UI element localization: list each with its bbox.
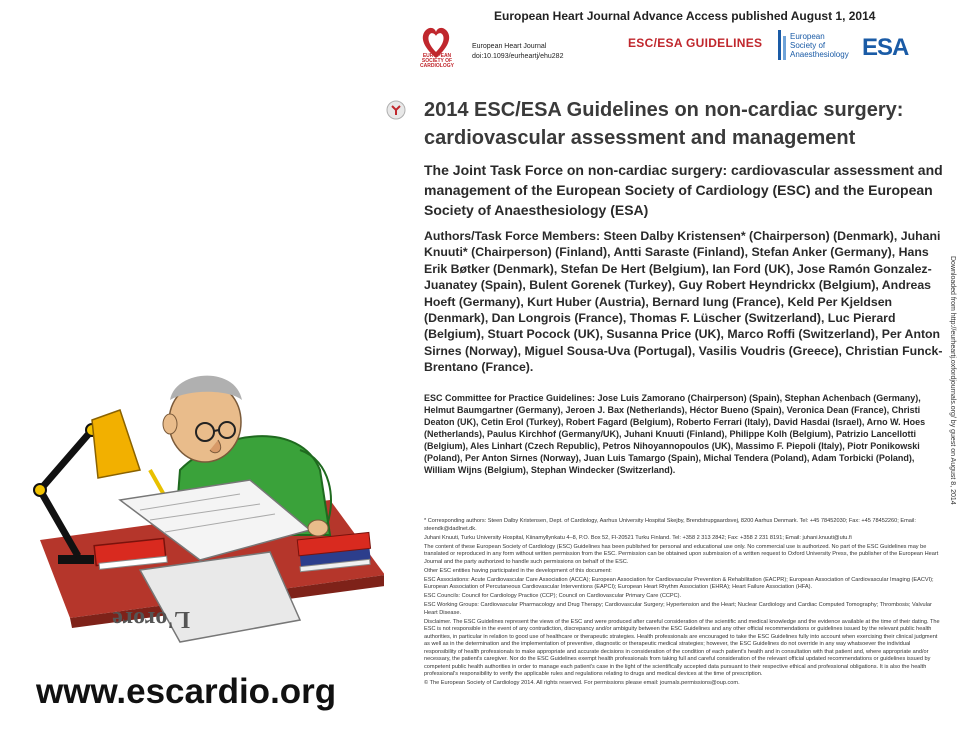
esa-name-line: European xyxy=(790,32,825,41)
journal-name: European Heart Journal xyxy=(472,43,547,50)
document-title xyxy=(424,96,944,152)
esa-name-line: Anaesthesiology xyxy=(790,50,849,59)
title-line: 2014 ESC/ESA Guidelines on non-cardiac surgery: xyxy=(424,99,904,121)
journal-info xyxy=(472,42,563,62)
guidelines-label: ESC/ESA GUIDELINES xyxy=(628,36,763,50)
footnote: ESC Councils: Council for Cardiology Practice (CCP); Council on Cardiovascular Primary Care (CCPC). xyxy=(424,593,682,599)
footnotes xyxy=(424,518,944,689)
footnote: Juhani Knuuti, Turku University Hospital, Kiinamyllynkatu 4–8, P.O. Box 52, FI-20521 Turku Finland. Tel: +358 2 313 2842; Fax: +358 2 231 8191; Email: juhani.knuuti@utu.fi xyxy=(424,534,852,541)
footnote: © The European Society of Cardiology 2014. All rights reserved. For permissions please email: journals.permissions@oup.com. xyxy=(424,680,740,686)
footnote: ESC Working Groups: Cardiovascular Pharmacology and Drug Therapy; Cardiovascular Surgery; Hypertension and the Heart; Nuclear Cardiology and Cardiac Computed Tomography; Thrombosis; Valvular Heart Disease. xyxy=(424,602,932,616)
crossmark-icon[interactable] xyxy=(386,100,406,120)
esa-name-line: Society of xyxy=(790,41,826,50)
esa-name xyxy=(790,32,849,59)
document-page xyxy=(384,0,960,730)
download-note-text: Downloaded from http://eurheartj.oxfordjournals.org/ by guest on August 8, 2014 xyxy=(949,256,956,505)
authors-list: Authors/Task Force Members: Steen Dalby Kristensen* (Chairperson) (Denmark), Juhani Knuuti* (Chairperson) (Finland), Antti Saraste (Finland), Stefan Anker (Germany), Hans Erik Bøtker (Denmark), Stefan De Hert (Belgium), Ian Ford (UK), Jose Ramón Gonzalez-Juanatey (Spain), Bulent Gorenek (Turkey), Guy Robert Heyndrickx (Belgium), Andreas Hoeft (Germany), Kurt Huber (Austria), Bernard Iung (France), Keld Per Kjeldsen (Denmark), Dan Longrois (France), Thomas F. Lüscher (Switzerland), Luc Pierard (Belgium), Stuart Pocock (UK), Susanna Price (UK), Marco Roffi (Switzerland), Per Anton Sirnes (Norway), Miguel Sousa-Uva (Portugal), Vasilis Voudris (Greece), Christian Funck-Brentano (France). xyxy=(424,229,943,375)
esc-logo-text: EUROPEAN SOCIETY OF CARDIOLOGY xyxy=(420,53,454,69)
website-url: www.escardio.org xyxy=(36,672,337,711)
doi[interactable]: doi:10.1093/eurheartj/ehu282 xyxy=(472,53,564,60)
document-subtitle: The Joint Task Force on non-cardiac surgery: cardiovascular assessment and management of the European Society of Cardiology (ESC) and the European Society of Anaesthesiology (ESA) xyxy=(424,162,943,218)
footnote: Other ESC entities having participated in the development of this document: xyxy=(424,567,612,574)
footnote: ESC Associations: Acute Cardiovascular Care Association (ACCA); European Association for Cardiovascular Prevention & Rehabilitation (EACPR); European Association of Cardiovascular Imaging (EACVI); European Association of Percutaneous Cardiovascular Interventions (EAPCI); European Heart Rhythm Association (EHRA); Heart Failure Association (HFA). xyxy=(424,576,934,590)
reading-man-illustration xyxy=(0,360,390,660)
footnote: The content of these European Society of Cardiology (ESC) Guidelines has been published for personal and educational use only. No commercial use is authorized. No part of the ESC Guidelines may be translated or reproduced in any form without written permission from the ESC. Permission can be obtained upon submission of a written request to Oxford University Press, the publisher of the European Heart Journal and the party authorized to handle such permissions on behalf of the ESC. xyxy=(424,543,939,565)
esa-abbrev: ESA xyxy=(862,34,909,61)
lamp-shade xyxy=(92,410,140,478)
footnote: * Corresponding authors: Steen Dalby Kristensen, Dept. of Cardiology, Aarhus University Hospital Skejby, Brendstrupgaardsvej, 8200 Aarhus Denmark. Tel: +45 78452030; Fax: +45 78452260; Email: steendk@dadlnet.dk. xyxy=(424,518,916,532)
esa-logo-icon xyxy=(778,30,788,60)
publication-line: European Heart Journal Advance Access published August 1, 2014 xyxy=(494,9,876,23)
download-note xyxy=(946,256,956,526)
newspaper-headline: L'orore xyxy=(112,606,190,632)
committee-list: ESC Committee for Practice Guidelines: Jose Luis Zamorano (Chairperson) (Spain), Stephan Achenbach (Germany), Helmut Baumgartner (Germany), Jeroen J. Bax (Netherlands), Héctor Bueno (Spain), Veronica Dean (France), Christi Deaton (UK), Cetin Erol (Turkey), Robert Fagard (Belgium), Roberto Ferrari (Italy), David Hasdai (Israel), Arno W. Hoes (Netherlands), Paulus Kirchhof (Germany/UK), Juhani Knuuti (Finland), Philippe Kolh (Belgium), Patrizio Lancellotti (Belgium), Ales Linhart (Czech Republic), Petros Nihoyannopoulos (UK), Massimo F. Piepoli (Italy), Piotr Ponikowski (Poland), Per Anton Sirnes (Norway), Juan Luis Tamargo (Spain), Michal Tendera (Poland), Adam Torbicki (Poland), William Wijns (Belgium), Stephan Windecker (Switzerland). xyxy=(424,393,926,475)
title-line: cardiovascular assessment and management xyxy=(424,127,856,149)
footnote: Disclaimer. The ESC Guidelines represent the views of the ESC and were produced after careful consideration of the scientific and medical knowledge and the evidence available at the time of their dating. The ESC is not responsible in the event of any contradiction, discrepancy and/or ambiguity between the ESC Guidelines and any other official recommendations or guidelines issued by the relevant public health authorities, in particular in relation to good use of healthcare or therapeutic strategies. Health professionals are encouraged to take the ESC Guidelines fully into account when exercising their clinical judgment as well as in the determination and the implementation of preventive, diagnostic or therapeutic medical strategies; however, the ESC Guidelines do not override in any way whatsoever the individual responsibility of health professionals to make appropriate and accurate decisions in consideration of the condition of each patient's health and in consultation with that patient and, where appropriate and/or necessary, the patient's caregiver. Nor do the ESC Guidelines exempt health professionals from taking full and careful consideration of the relevant official updated recommendations or guidelines issued by competent public health authorities in order to manage each patient's case in the light of the scientifically accepted data pursuant to their respective ethical and professional obligations. It is also the health professional's responsibility to verify the applicable rules and regulations relating to drugs and medical devices at the time of prescription. xyxy=(424,618,940,677)
